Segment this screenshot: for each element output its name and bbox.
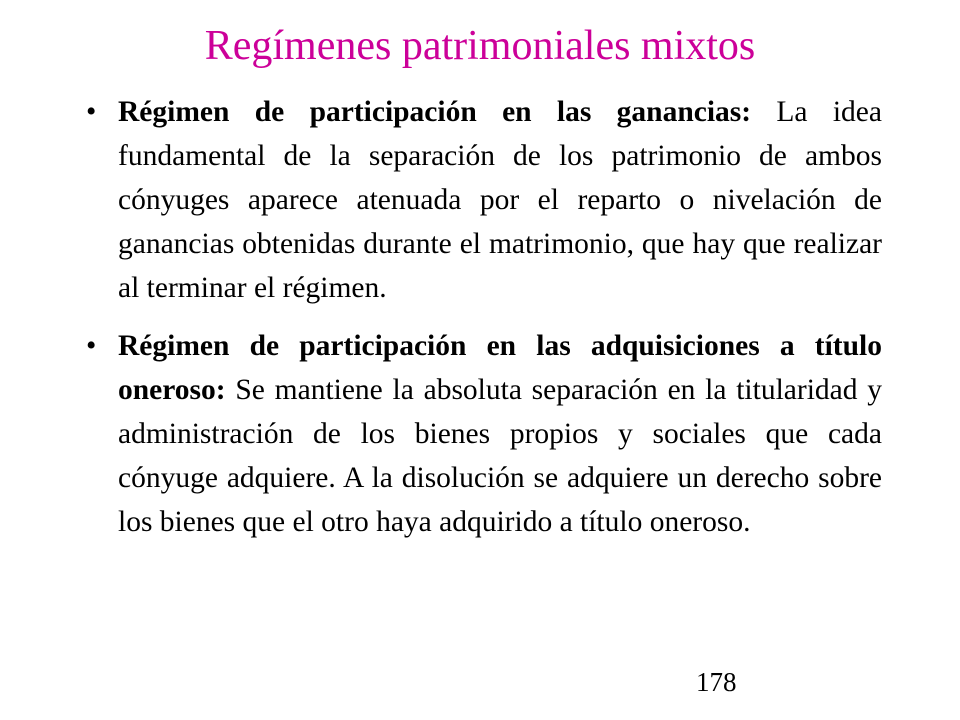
slide-title: Regímenes patrimoniales mixtos [204,23,756,69]
bullet-dot-icon: • [86,96,97,128]
bullet-item [86,90,882,310]
bullet-text: Se mantiene la absoluta separación en la titularidad y administración de los bienes propios y sociales que cada cónyuge adquiere. A la disolución se adquiere un derecho sobre los bienes que el otro haya adquirido a título oneroso. [118,374,882,538]
bullet-text: La idea fundamental de la separación de los patrimonio de ambos cónyuges aparece atenuada por el reparto o nivelación de ganancias obtenidas durante el matrimonio, que hay que realizar al terminar el régimen. [118,96,882,304]
bullet-item [86,324,882,544]
bullet-term: Régimen de participación en las adquisiciones a título oneroso: [118,330,882,406]
bullet-dot-icon: • [86,330,97,362]
bullet-term: Régimen de participación en las ganancias: [118,96,752,128]
bullet-list [86,90,882,558]
page-number: 178 [696,667,737,697]
